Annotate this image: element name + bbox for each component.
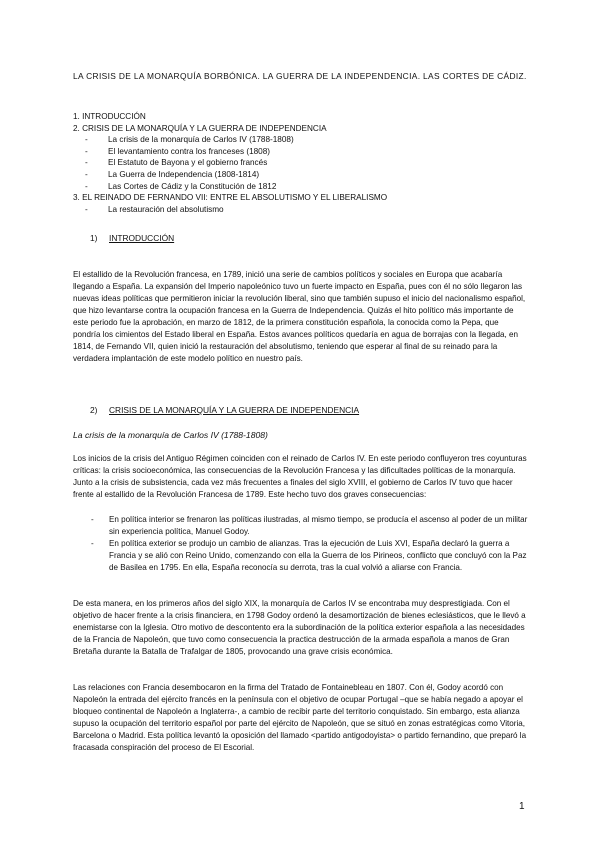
toc-dash: -: [85, 204, 88, 214]
paragraph-text: De esta manera, en los primeros años del siglo XIX, la monarquía de Carlos IV se encontraba muy desprestigiada. Con el objetivo de hacer frente a la crisis financiera, en 1798 Godoy ordenó la desamortización de bienes eclesiásticos, que le llevó a enemistarse con la Iglesia. Otro motivo de descontento era la subordinación de la política exterior española a las necesidades de la Francia de Napoleón, que tuvo como consecuencia la practica destrucción de la armada española a manos de Gran Bretaña durante la Batalla de Trafalgar de 1805, provocando una grave crisis económica.: [73, 599, 526, 656]
toc-subitem-label: El Estatuto de Bayona y el gobierno francés: [108, 158, 268, 168]
section-heading-2: [90, 404, 359, 416]
toc-dash: -: [85, 169, 88, 179]
toc-item-fernando: 3. EL REINADO DE FERNANDO VII: ENTRE EL ABSOLUTISMO Y EL LIBERALISMO: [73, 193, 388, 203]
list-item-text: En política exterior se produjo un cambio de alianzas. Tras la ejecución de Luis XVI, España declaró la guerra a Francia y se alió con Reino Unido, comenzando con ella la Guerra de los Pirineos, conflicto que concluyó con la Paz de Basilea en 1795. En ella, España reconocía su derrota, tras la cual volvió a aliarse con Francia.: [109, 539, 527, 572]
intro-paragraph: [73, 269, 528, 365]
section-title: INTRODUCCIÓN: [109, 233, 175, 243]
crisis-paragraph: [73, 453, 528, 501]
subsection-heading: La crisis de la monarquía de Carlos IV (1788-1808): [73, 430, 268, 440]
toc-subitem: [73, 181, 543, 193]
list-item: [73, 514, 528, 538]
section-number: 1): [90, 233, 98, 243]
toc-subitem: [73, 204, 543, 216]
toc-subitem-label: La restauración del absolutismo: [108, 204, 224, 214]
toc-subitem: [73, 169, 543, 181]
godoy-paragraph: [73, 598, 528, 658]
toc-dash: -: [85, 181, 88, 191]
francia-paragraph: [73, 682, 528, 754]
paragraph-text: El estallido de la Revolución francesa, en 1789, inició una serie de cambios políticos y sociales en Europa que acabaría llegando a España. La expansión del Imperio napoleónico tuvo un fuerte impacto en España, pues con él no sólo llegaron las nuevas ideas políticas que permitieron iniciar la revolución liberal, sino que también supuso el inicio del nacionalismo español, que hizo levantarse contra la ocupación francesa en la Guerra de Independencia. Quizás el hito político más importante de este periodo fue la aprobación, en marzo de 1812, de la primera constitución española, la conocida como la Pepa, que pondría los cimientos del Estado liberal en España. Estos avances políticos quedaría en agua de borrajas con la llegada, en 1814, de Fernando VII, quien inició la restauración del absolutismo, teniendo que esperar al final de su reinado para la verdadera implantación de este modelo político en nuestro país.: [73, 270, 526, 363]
toc-dash: -: [85, 158, 88, 168]
toc-subitem: [73, 134, 543, 146]
toc-dash: -: [85, 135, 88, 145]
paragraph-text: Los inicios de la crisis del Antiguo Régimen coinciden con el reinado de Carlos IV. En este periodo confluyeron tres coyunturas críticas: la crisis socioeconómica, las consecuencias de la Revolución Francesa y las dificultades políticas de la monarquía. Junto a la crisis de subsistencia, cada vez más frecuentes a finales del siglo XVIII, el gobierno de Carlos IV tuvo que hacer frente al estallido de la Revolución Francesa de 1789. Este hecho tuvo dos graves consecuencias:: [73, 454, 527, 499]
toc-subitem-label: La Guerra de Independencia (1808-1814): [108, 169, 260, 179]
bullet-dash: -: [91, 515, 94, 524]
list-item: [73, 538, 528, 574]
section-number: 2): [90, 405, 98, 415]
list-item-text: En política interior se frenaron las políticas ilustradas, al mismo tiempo, se producía el ascenso al poder de un militar sin experiencia política, Manuel Godoy.: [109, 515, 528, 536]
section-heading-1: [90, 232, 174, 244]
toc-subitem: [73, 157, 543, 169]
toc-subitem: [73, 146, 543, 158]
toc-dash: -: [85, 146, 88, 156]
document-title: LA CRISIS DE LA MONARQUÍA BORBÓNICA. LA GUERRA DE LA INDEPENDENCIA. LAS CORTES DE CÁDIZ.: [73, 71, 527, 81]
paragraph-text: Las relaciones con Francia desembocaron en la firma del Tratado de Fontainebleau en 1807. Con él, Godoy acordó con Napoleón la entrada del ejército francés en la península con el objetivo de ocupar Portugal –que se había negado a apoyar el bloqueo continental de Napoleón a Inglaterra-, a cambio de recibir parte del territorio conquistado. Sin embargo, esta alianza supuso la ocupación del territorio español por parte del ejército de Napoleón, que se situó en zonas estratégicas como Vitoria, Barcelona o Madrid. Esta política levantó la oposición del llamado <partido antigodoyista> o partido fernandino, que preparó la fracasada conspiración del proceso de El Escorial.: [73, 683, 527, 752]
page-number: 1: [519, 801, 525, 812]
table-of-contents: [73, 111, 543, 215]
bullet-dash: -: [91, 539, 94, 548]
toc-subitem-label: La crisis de la monarquía de Carlos IV (1788-1808): [108, 135, 294, 145]
toc-item-crisis: 2. CRISIS DE LA MONARQUÍA Y LA GUERRA DE INDEPENDENCIA: [73, 123, 327, 133]
toc-subitem-label: El levantamiento contra los franceses (1808): [108, 146, 271, 156]
toc-item-introduccion: 1. INTRODUCCIÓN: [73, 112, 146, 121]
section-title: CRISIS DE LA MONARQUÍA Y LA GUERRA DE INDEPENDENCIA: [109, 405, 360, 415]
consequences-list: [73, 514, 528, 574]
toc-subitem-label: Las Cortes de Cádiz y la Constitución de 1812: [108, 181, 277, 191]
